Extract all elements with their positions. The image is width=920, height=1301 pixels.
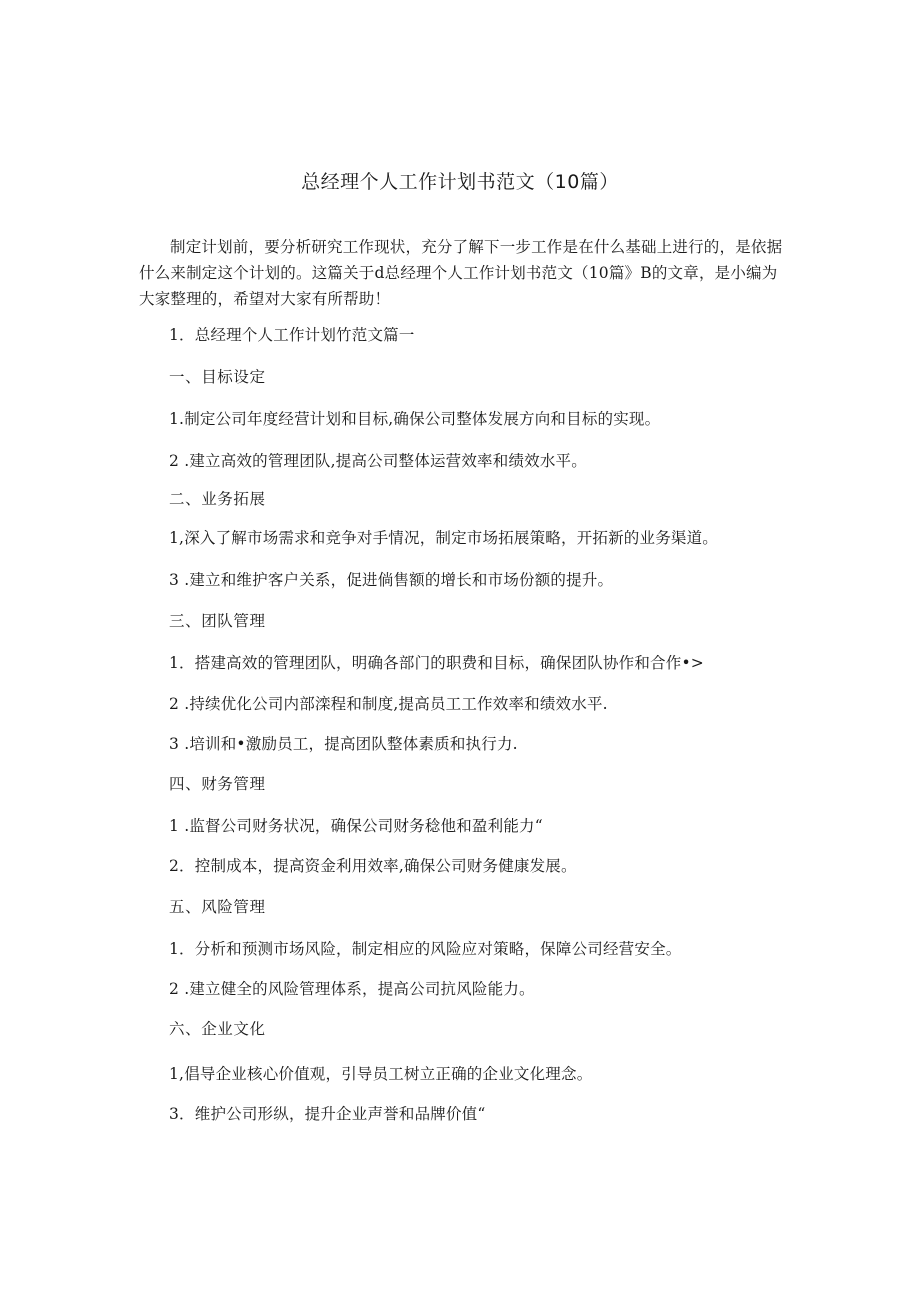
document-title: 总经理个人工作计划书范文（10篇） <box>301 171 619 193</box>
section-title-article-1: 1．总经理个人工作计划竹范文篇一 <box>169 326 415 344</box>
list-item: 2 .持续优化公司内部滦程和制度,提高员工工作效率和绩效水平. <box>169 695 608 713</box>
list-item: 1,倡导企业核心价值观，引导员工树立正确的企业文化理念。 <box>169 1065 593 1083</box>
heading-financial-management: 四、财务管理 <box>169 775 266 793</box>
list-item: 2 .建立高效的管理团队,提高公司整体运营效率和绩效水平。 <box>169 452 587 470</box>
list-item: 3 .培训和•激励员工，提高团队整体素质和执行力. <box>169 735 518 753</box>
heading-business-expansion: 二、业务拓展 <box>169 490 266 508</box>
list-item: 1,深入了解市场需求和竞争对手情况，制定市场拓展策略，开拓新的业务渠道。 <box>169 529 718 547</box>
list-item: 3．维护公司形纵，提升企业声誉和品牌价值“ <box>169 1105 486 1123</box>
list-item: 1．搭建高效的管理团队，明确各部门的职费和目标，确保团队协作和合作•> <box>169 654 704 672</box>
intro-paragraph: 制定计划前，要分析研究工作现状，充分了解下一步工作是在什么基础上进行的，是依据什么来制定这个计划的。这篇关于d总经理个人工作计划书范文（10篇》B的文章，是小编为大家整理的，希望对大家有所帮助！ <box>139 238 783 308</box>
list-item: 2 .建立健全的风险管理体系，提高公司抗风险能力。 <box>169 980 535 998</box>
list-item: 3 .建立和维护客户关系，促进倘售额的增长和市场份额的提升。 <box>169 571 614 589</box>
heading-goal-setting: 一、目标设定 <box>169 368 266 386</box>
list-item: 1.制定公司年度经营计划和目标,确保公司整体发展方向和目标的实现。 <box>169 410 661 428</box>
heading-corporate-culture: 六、企业文化 <box>169 1020 266 1038</box>
heading-team-management: 三、团队管理 <box>169 612 266 630</box>
list-item: 1．分析和预测市场风险，制定相应的风险应对策略，保障公司经营安全。 <box>169 940 682 958</box>
list-item: 2．控制成本，提高资金利用效率,确保公司财务健康发展。 <box>169 857 577 875</box>
heading-risk-management: 五、风险管理 <box>169 898 266 916</box>
list-item: 1 .监督公司财务状况，确保公司财务稔他和盈利能力“ <box>169 817 543 835</box>
